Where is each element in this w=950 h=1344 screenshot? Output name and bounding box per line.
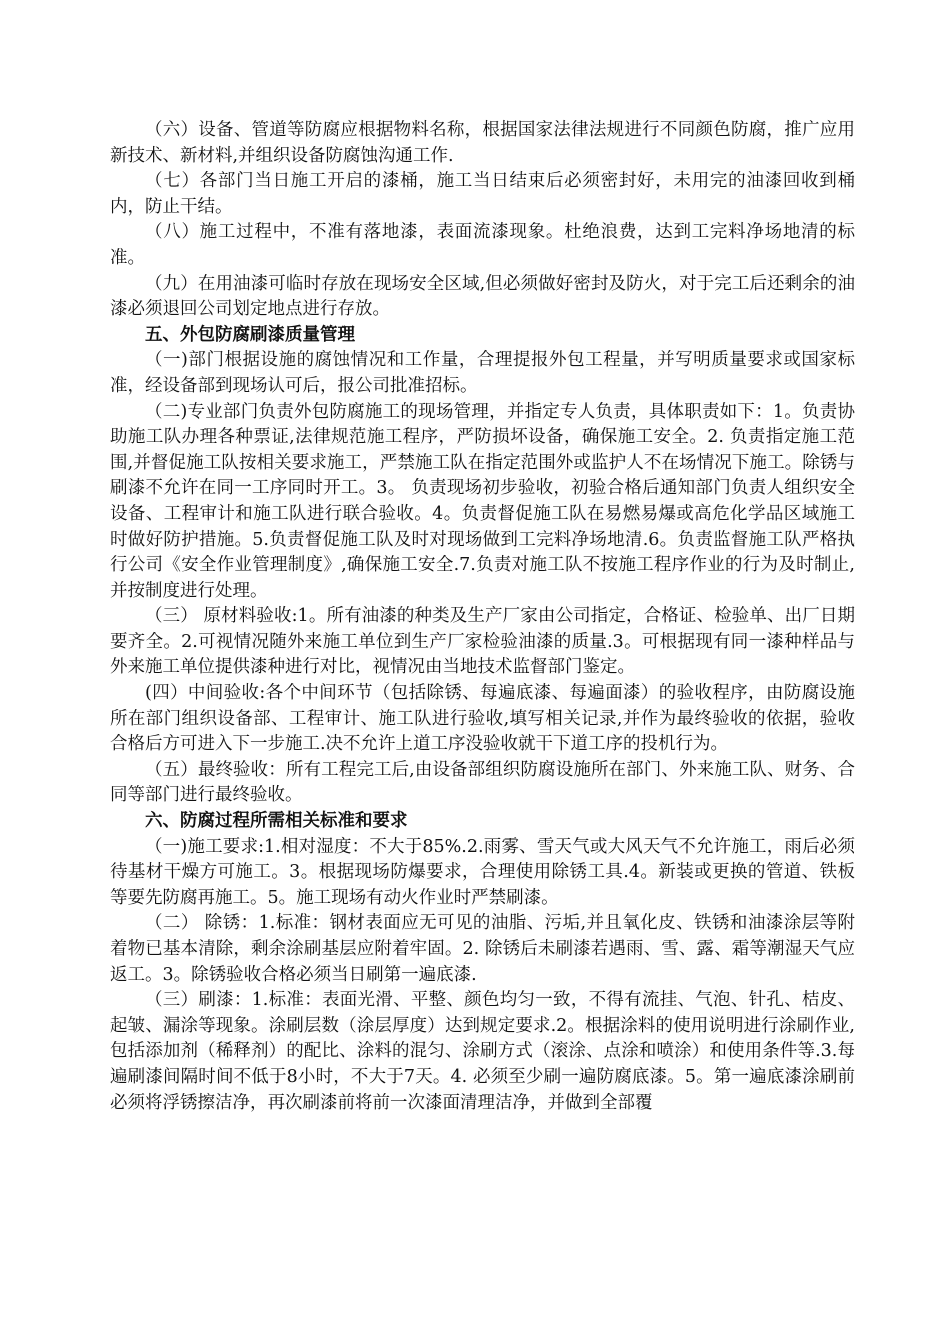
paragraph-5-4: (四）中间验收:各个中间环节（包括除锈、每遍底漆、每遍面漆）的验收程序，由防腐设施所在部门组织设备部、工程审计、施工队进行验收,填写相关记录,并作为最终验收的依据，验收合格后方可进入下一步施工.决不允许上道工序没验收就干下道工序的投机行为。 (110, 683, 855, 755)
paragraph-7: （七）各部门当日施工开启的漆桶，施工当日结束后必须密封好，未用完的油漆回收到桶内，防止干结。 (110, 171, 855, 217)
paragraph-6-3: （三）刷漆：1.标准：表面光滑、平整、颜色均匀一致，不得有流挂、气泡、针孔、桔皮、起皱、漏涂等现象。涂刷层数（涂层厚度）达到规定要求.2。根据涂料的使用说明进行涂刷作业,包括添加剂（稀释剂）的配比、涂料的混匀、涂刷方式（滚涂、点涂和喷涂）和使用条件等.3.每遍刷漆间隔时间不低于8小时，不大于7天。4. 必须至少刷一遍防腐底漆。5。第一遍底漆涂刷前必须将浮锈擦洁净，再次刷漆前将前一次漆面清理洁净，并做到全部覆 (110, 990, 855, 1113)
paragraph-5-1: （一)部门根据设施的腐蚀情况和工作量，合理提报外包工程量，并写明质量要求或国家标准，经设备部到现场认可后，报公司批准招标。 (110, 350, 855, 396)
section-heading-6: 六、防腐过程所需相关标准和要求 (145, 811, 408, 832)
paragraph-5-2: （二)专业部门负责外包防腐施工的现场管理，并指定专人负责，具体职责如下：1。负责协助施工队办理各种票证,法律规范施工程序，严防损坏设备，确保施工安全。2. 负责指定施工范围,并督促施工队按相关要求施工，严禁施工队在指定范围外或监护人不在场情况下施工。除锈与刷漆不允许在同一工序同时开工。3。 负责现场初步验收，初验合格后通知部门负责人组织安全设备、工程审计和施工队进行联合验收。4。负责督促施工队在易燃易爆或高危化学品区域施工时做好防护措施。5.负责督促施工队及时对现场做到工完料净场地清.6。负责监督施工队严格执行公司《安全作业管理制度》,确保施工安全.7.负责对施工队不按施工程序作业的行为及时制止,并按制度进行处理。 (110, 401, 855, 601)
paragraph-5-5: （五）最终验收：所有工程完工后,由设备部组织防腐设施所在部门、外来施工队、财务、合同等部门进行最终验收。 (110, 759, 855, 806)
section-heading-5: 五、外包防腐刷漆质量管理 (145, 324, 355, 345)
paragraph-8: （八）施工过程中，不准有落地漆，表面流漆现象。杜绝浪费，达到工完料净场地清的标准。 (110, 222, 855, 268)
paragraph-6-2: （二） 除锈：1.标准：钢材表面应无可见的油脂、污垢,并且氧化皮、铁锈和油漆涂层等附着物已基本清除，剩余涂刷基层应附着牢固。2. 除锈后未刷漆若遇雨、雪、露、霜等潮湿天气应返工。3。除锈验收合格必须当日刷第一遍底漆. (110, 913, 855, 985)
paragraph-6-1: （一)施工要求:1.相对湿度：不大于85%.2.雨雾、雪天气或大风天气不允许施工，雨后必须待基材干燥方可施工。3。根据现场防爆要求，合理使用除锈工具.4。新装或更换的管道、铁板等要先防腐再施工。5。施工现场有动火作业时严禁刷漆。 (110, 836, 855, 908)
paragraph-5-3: （三） 原材料验收:1。所有油漆的种类及生产厂家由公司指定，合格证、检验单、出厂日期要齐全。2.可视情况随外来施工单位到生产厂家检验油漆的质量.3。可根据现有同一漆种样品与外来施工单位提供漆种进行对比，视情况由当地技术监督部门鉴定。 (110, 606, 855, 678)
document-page (110, 118, 855, 1116)
paragraph-6: （六）设备、管道等防腐应根据物料名称，根据国家法律法规进行不同颜色防腐，推广应用新技术、新材料,并组织设备防腐蚀沟通工作. (110, 120, 855, 166)
paragraph-9: （九）在用油漆可临时存放在现场安全区域,但必须做好密封及防火，对于完工后还剩余的油漆必须退回公司划定地点进行存放。 (110, 273, 855, 320)
